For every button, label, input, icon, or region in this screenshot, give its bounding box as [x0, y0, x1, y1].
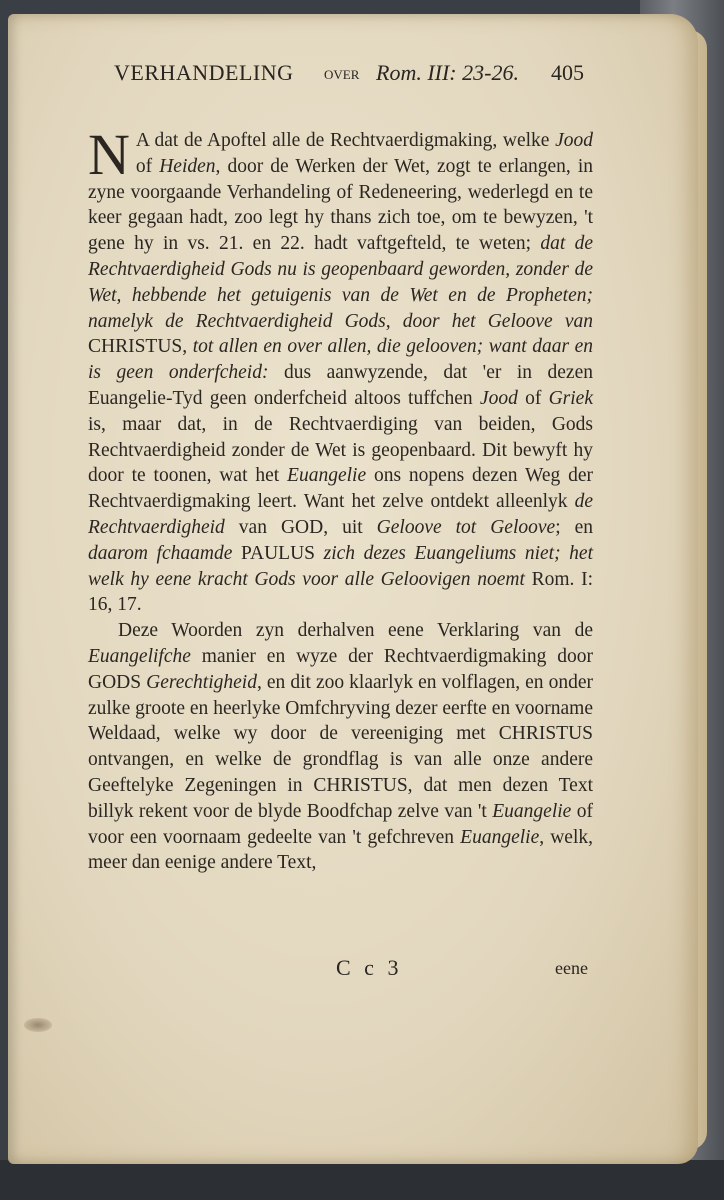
catchword: eene — [555, 958, 588, 978]
body-text — [88, 122, 594, 876]
paragraph1-segment: CHRISTUS, — [88, 336, 193, 358]
paragraph2-segment: manier en wyze der Rechtvaerdigmaking door GODS — [88, 645, 593, 693]
drop-cap: N — [88, 122, 130, 187]
paragraph1-segment: of — [517, 387, 549, 409]
paragraph2-segment: Gerechtigheid — [146, 671, 257, 693]
paragraph1-segment: , door de Werken der Wet, zogt te erlangen, in zyne voorgaande Verhandeling of Redeneering, wederlegd en te keer gegaan hadt, zoo legt hy thans zich toe, om te bewyzen, 't gene hy in vs. 21. en 22. hadt vaftgefteld, te weten; — [88, 155, 593, 255]
paragraph-1 — [88, 122, 594, 618]
paragraph1-segment: is, maar dat, in de Rechtvaerdiging van beiden, Gods Rechtvaerdigheid zonder de Wet is geopenbaard. Dit bewyft hy door te toonen, wat het — [88, 413, 593, 487]
paragraph1-segment: zich dezes Euangeliums niet; het welk hy eene kracht Gods voor alle Geloovigen noemt — [88, 542, 594, 590]
paragraph2-segment: Euangelifche — [88, 645, 191, 667]
paragraph2-segment: Deze Woorden zyn derhalven eene Verklaring van de — [118, 620, 593, 642]
paragraph1-segment: of — [135, 155, 160, 177]
running-header — [114, 58, 594, 90]
paragraph1-segment: Geloove tot Geloove — [376, 516, 556, 538]
paragraph1-segment: PAULUS — [232, 542, 324, 564]
paragraph2-segment: , en dit zoo klaarlyk en volflagen, en onder zulke groote en heerlyke Omfchryving dezer eerfte en voorname Weldaad, welke wy door de vereeniging met CHRISTUS ontvangen, en welke de grondflag is van alle onze andere Geeftelyke Zegeningen in CHRISTUS, dat men dezen Text billyk rekent voor de blyde Boodfchap zelve van 't — [88, 671, 593, 822]
paragraph1-segment: de Rechtvaerdigheid — [88, 491, 593, 538]
paragraph1-segment: tot allen en over allen, die gelooven; want daar en is geen onderfcheid: — [88, 336, 593, 384]
paragraph1-segment: ons nopens dezen Weg der Rechtvaerdigmaking leert. Want het zelve ontdekt alleenlyk — [88, 465, 593, 513]
paragraph1-segment: Rom. I: 16, 17. — [88, 568, 593, 616]
signature-mark: C c 3 — [336, 955, 403, 980]
page-stain — [24, 1018, 52, 1032]
header-title: VERHANDELING — [114, 60, 294, 85]
paragraph1-segment: Euangelie — [287, 465, 367, 487]
paragraph2-segment: Euangelie — [492, 800, 572, 822]
paragraph-1-text — [88, 122, 594, 616]
header-over: over — [324, 63, 360, 83]
paragraph-2 — [88, 618, 593, 876]
paragraph2-segment: Euangelie — [460, 826, 540, 848]
header-reference: Rom. III: 23-26. — [376, 60, 519, 85]
paragraph2-segment: of voor een voornaam gedeelte van 't gefchreven — [88, 800, 593, 848]
paragraph1-segment: dus aanwyzende, dat 'er in dezen Euangelie-Tyd geen onderfcheid altoos tuffchen — [88, 362, 593, 409]
paragraph1-segment: A dat de Apoftel alle de Rechtvaerdigmaking, welke — [135, 130, 556, 151]
page-number: 405 — [551, 60, 584, 85]
paragraph1-segment: dat de Rechtvaerdigheid Gods nu is geopenbaard geworden, zonder de Wet, hebbende het getuigenis van de Wet en de Propheten; namelyk de Rechtvaerdigheid Gods, door het Geloove van — [88, 233, 593, 332]
paragraph1-segment: Griek — [548, 387, 593, 409]
paragraph1-segment: Jood — [555, 130, 593, 151]
paragraph1-segment: ; en — [555, 516, 594, 538]
paragraph1-segment: Heiden — [159, 155, 216, 177]
paragraph1-segment: Jood — [479, 387, 518, 409]
paragraph1-segment: van GOD, uit — [224, 516, 377, 538]
paragraph1-segment: daarom fchaamde — [88, 542, 233, 564]
paragraph2-segment: , welk, meer dan eenige andere Text, — [88, 826, 593, 874]
book-cover-bottom — [0, 1160, 724, 1200]
